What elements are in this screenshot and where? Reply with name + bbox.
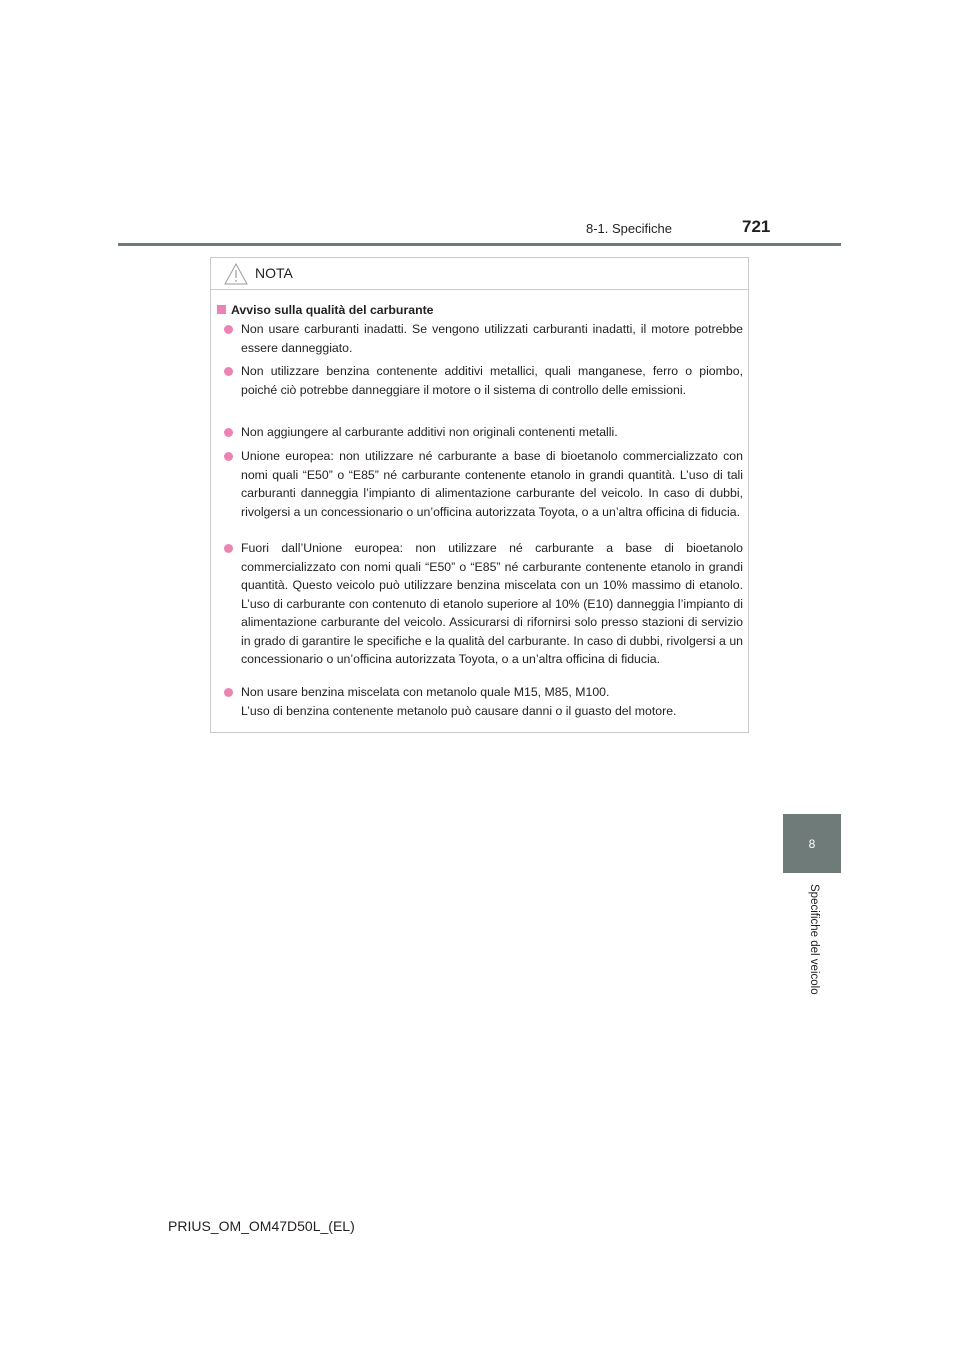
list-item-text: Non aggiungere al carburante additivi non originali contenenti metalli. bbox=[241, 425, 618, 439]
list-item bbox=[241, 362, 743, 399]
round-bullet-icon bbox=[224, 544, 233, 553]
list-item-text: Fuori dall’Unione europea: non utilizzare né carburante a base di bioetanolo commercializzato con nomi quali “E50” o “E85” né carburante contenente etanolo in grandi quantità. Questo veicolo può utilizzare benzina miscelata con un 10% massimo di etanolo. L’uso di carburante con contenuto di etanolo superiore al 10% (E10) danneggia l’impianto di alimentazione carburante del veicolo. Assicurarsi di rifornirsi solo presso stazioni di servizio in grado di garantire le specifiche e la qualità del carburante. In caso di dubbi, rivolgersi a un concessionario o un’officina autorizzata Toyota, o a un’altra officina di fiducia. bbox=[241, 541, 743, 666]
chapter-tab bbox=[783, 814, 841, 873]
list-item bbox=[241, 539, 743, 669]
chapter-side-label: Specifiche del veicolo bbox=[808, 884, 820, 995]
list-item bbox=[241, 423, 743, 442]
round-bullet-icon bbox=[224, 452, 233, 461]
warning-triangle-icon bbox=[224, 263, 248, 285]
header-divider bbox=[118, 243, 841, 246]
note-label: NOTA bbox=[255, 265, 293, 281]
note-box bbox=[210, 257, 749, 733]
chapter-number: 8 bbox=[808, 836, 816, 851]
list-item-text: Unione europea: non utilizzare né carburante a base di bioetanolo commercializzato con nomi quali “E50” o “E85” né carburante contenente etanolo in grandi quantità. L’uso di tali carburanti danneggia l’impianto di alimentazione carburante del veicolo. In caso di dubbi, rivolgersi a un concessionario o un’officina autorizzata Toyota, o a un’altra officina di fiducia. bbox=[241, 449, 743, 519]
document-code: PRIUS_OM_OM47D50L_(EL) bbox=[168, 1218, 355, 1234]
list-item bbox=[241, 683, 743, 720]
round-bullet-icon bbox=[224, 428, 233, 437]
page-number: 721 bbox=[742, 217, 771, 236]
round-bullet-icon bbox=[224, 688, 233, 697]
list-item bbox=[241, 320, 743, 357]
list-item-text-continued: L’uso di benzina contenente metanolo può causare danni o il guasto del motore. bbox=[241, 703, 677, 718]
list-item-text: Non utilizzare benzina contenente additivi metallici, quali manganese, ferro o piombo, poiché ciò potrebbe danneggiare il motore o il sistema di controllo delle emissioni. bbox=[241, 364, 743, 397]
round-bullet-icon bbox=[224, 325, 233, 334]
section-heading-text: Avviso sulla qualità del carburante bbox=[231, 303, 434, 317]
list-item-text: Non usare benzina miscelata con metanolo quale M15, M85, M100. bbox=[241, 685, 610, 699]
list-item-text: Non usare carburanti inadatti. Se vengono utilizzati carburanti inadatti, il motore potrebbe essere danneggiato. bbox=[241, 322, 743, 355]
section-heading bbox=[217, 301, 434, 320]
chapter-section-title: 8-1. Specifiche bbox=[586, 221, 672, 236]
list-item bbox=[241, 447, 743, 521]
round-bullet-icon bbox=[224, 367, 233, 376]
square-bullet-icon bbox=[217, 305, 226, 314]
note-header bbox=[211, 258, 748, 290]
